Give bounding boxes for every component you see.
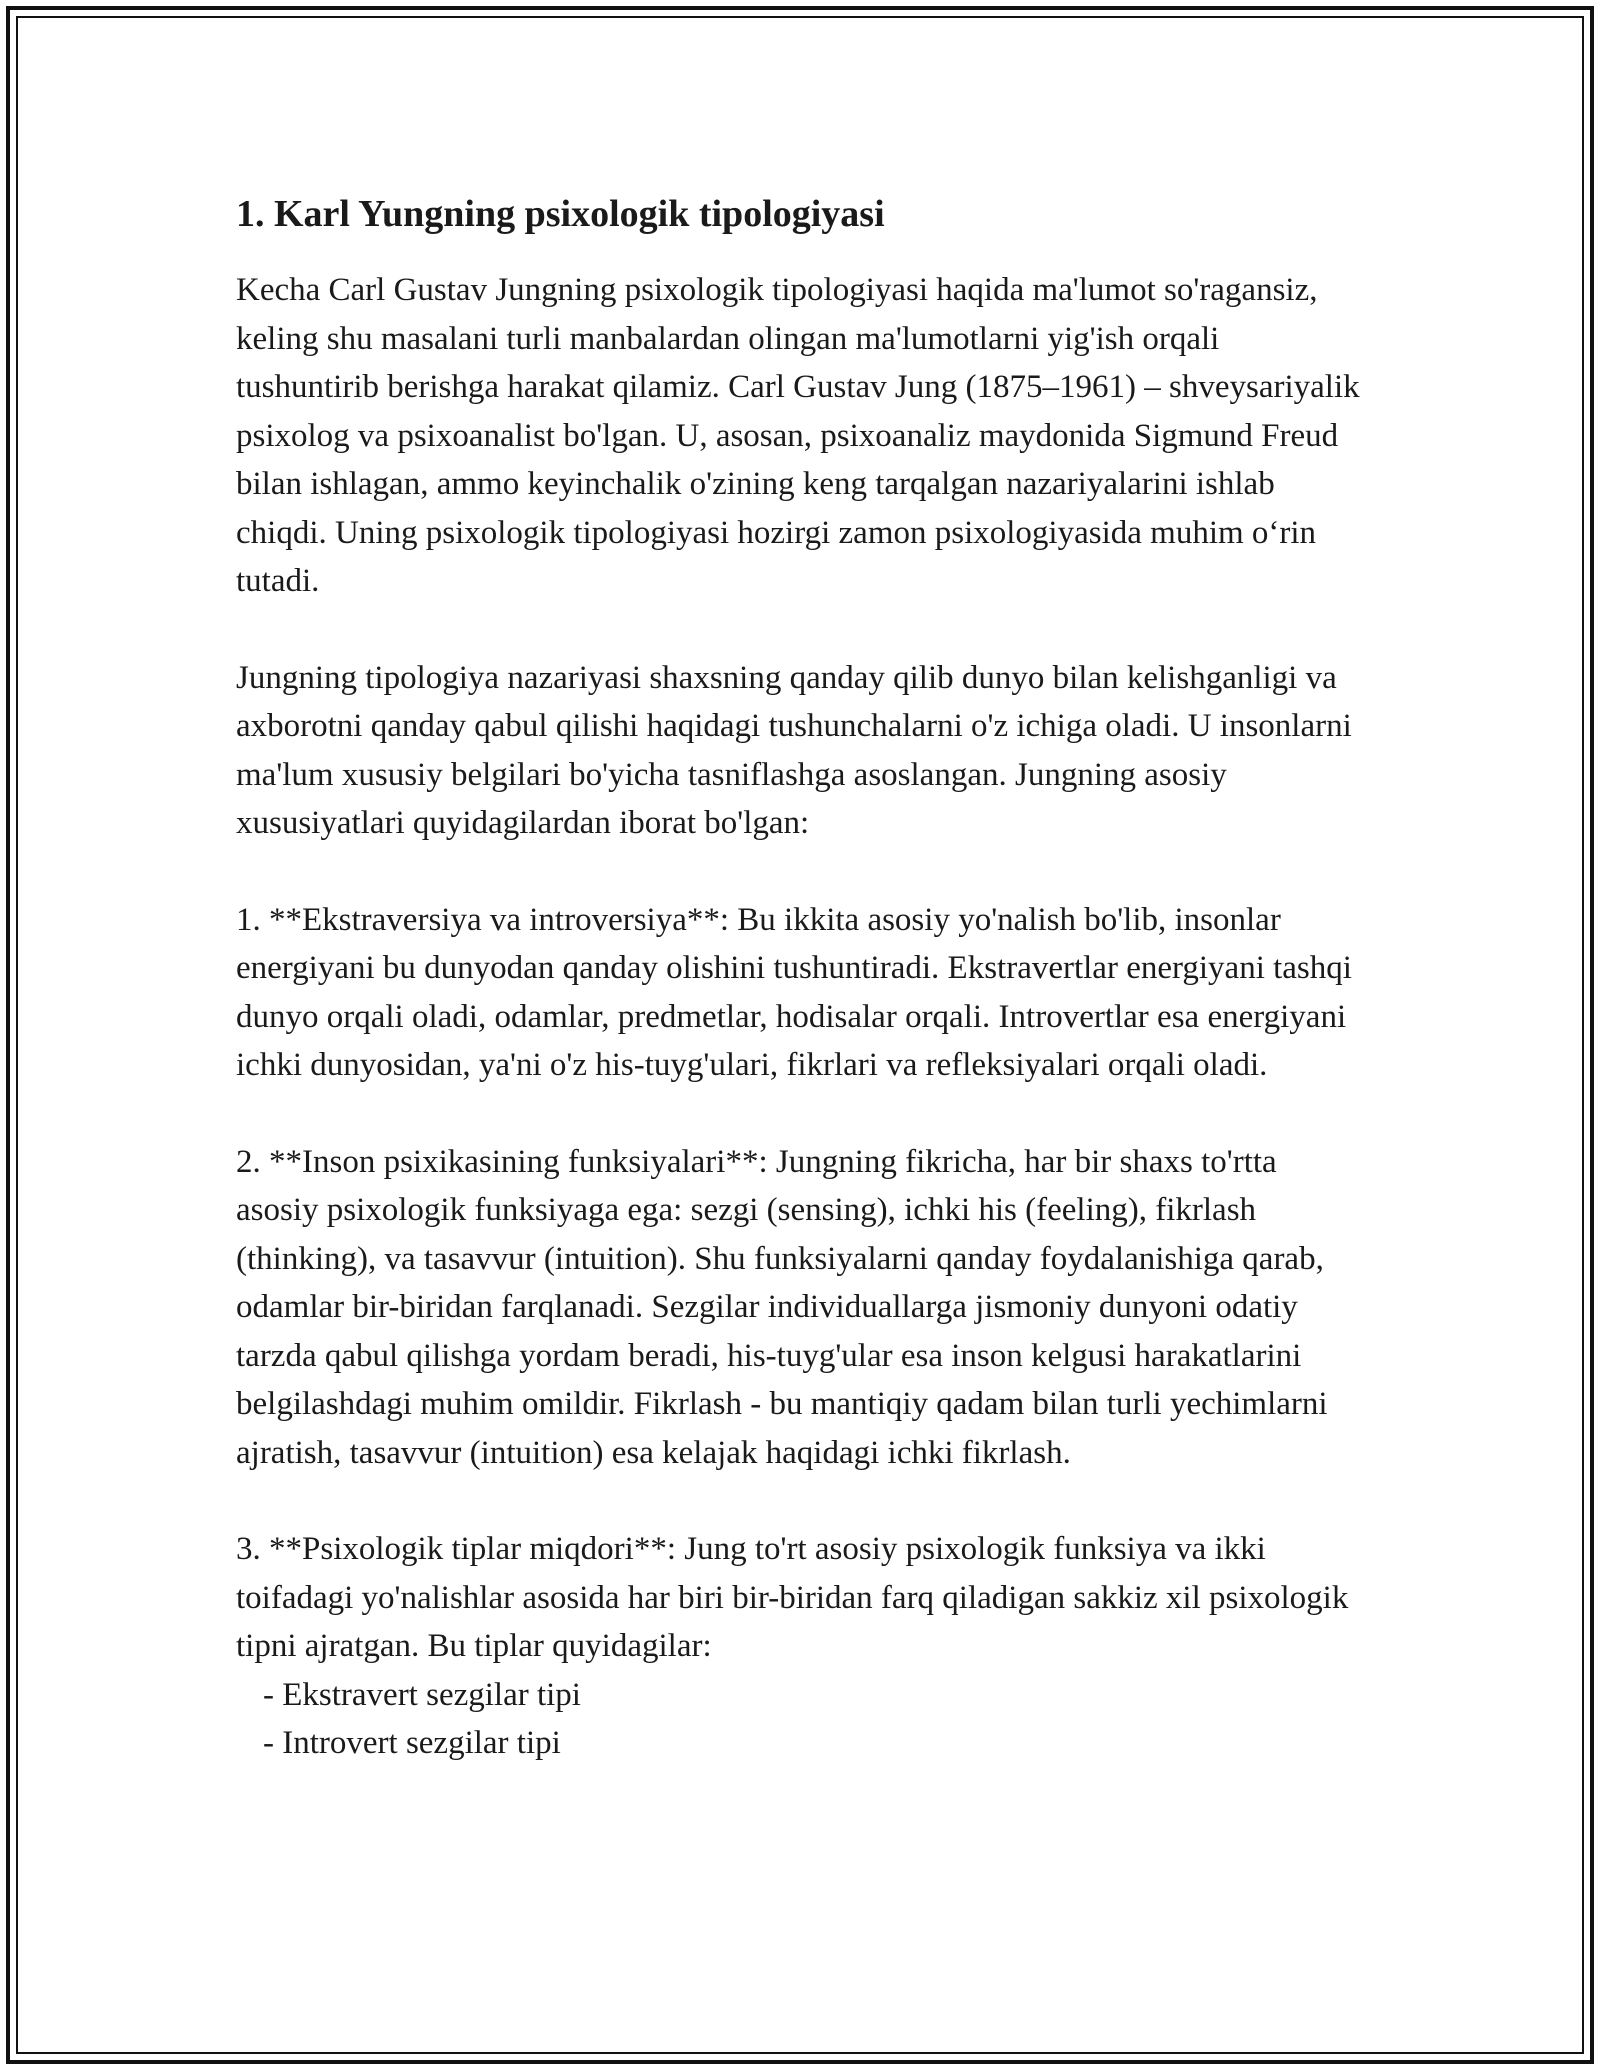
intro-paragraph: Kecha Carl Gustav Jungning psixologik tipologiyasi haqida ma'lumot so'ragansiz, keling shu masalani turli manbalardan olingan ma'lumotlarni yig'ish orqali tushuntirib berishga harakat qilamiz. Carl Gustav Jung (1875–1961) – shveysariyalik psixolog va psixoanalist bo'lgan. U, asosan, psixoanaliz maydonida Sigmund Freud bilan ishlagan, ammo keyinchalik o'zining keng tarqalgan nazariyalarini ishlab chiqdi. Uning psixologik tipologiyasi hozirgi zamon psixologiyasida muhim o‘rin tutadi. (236, 272, 1360, 599)
document-body (236, 188, 1361, 1768)
types-paragraph: 3. **Psixologik tiplar miqdori**: Jung to'rt asosiy psixologik funksiya va ikki toifadagi yo'nalishlar asosida har biri bir-biridan farq qiladigan sakkiz xil psixologik tipni ajratgan. Bu tiplar quyidagilar: (236, 1531, 1349, 1664)
theory-paragraph: Jungning tipologiya nazariyasi shaxsning qanday qilib dunyo bilan kelishganligi va axborotni qanday qabul qilishi haqidagi tushunchalarni o'z ichiga oladi. U insonlarni ma'lum xususiy belgilari bo'yicha tasniflashga asoslangan. Jungning asosiy xususiyatlari quyidagilardan iborat bo'lgan: (236, 659, 1352, 841)
functions-paragraph: 2. **Inson psixikasining funksiyalari**: Jungning fikricha, har bir shaxs to'rtta asosiy psixologik funksiyaga ega: sezgi (sensing), ichki his (feeling), fikrlash (thinking), va tasavvur (intuition). Shu funksiyalarni qanday foydalanishiga qarab, odamlar bir-biridan farqlanadi. Sezgilar individuallarga jismoniy dunyoni odatiy tarzda qabul qilishga yordam beradi, his-tuyg'ular esa inson kelgusi harakatlarini belgilashdagi muhim omildir. Fikrlash - bu mantiqiy qadam bilan turli yechimlarni ajratish, tasavvur (intuition) esa kelajak haqidagi ichki fikrlash. (236, 1143, 1328, 1471)
extraversion-paragraph: 1. **Ekstraversiya va introversiya**: Bu ikkita asosiy yo'nalish bo'lib, insonlar energiyani bu dunyodan qanday olishini tushuntiradi. Ekstravertlar energiyani tashqi dunyo orqali oladi, odamlar, predmetlar, hodisalar orqali. Introvertlar esa energiyani ichki dunyosidan, ya'ni o'z his-tuyg'ulari, fikrlari va refleksiyalari orqali oladi. (236, 901, 1352, 1083)
list-item: - Ekstravert sezgilar tipi (263, 1676, 581, 1713)
types-list (236, 1671, 1361, 1768)
document-title: 1. Karl Yungning psixologik tipologiyasi (236, 193, 885, 235)
list-item: - Introvert sezgilar tipi (263, 1725, 561, 1761)
